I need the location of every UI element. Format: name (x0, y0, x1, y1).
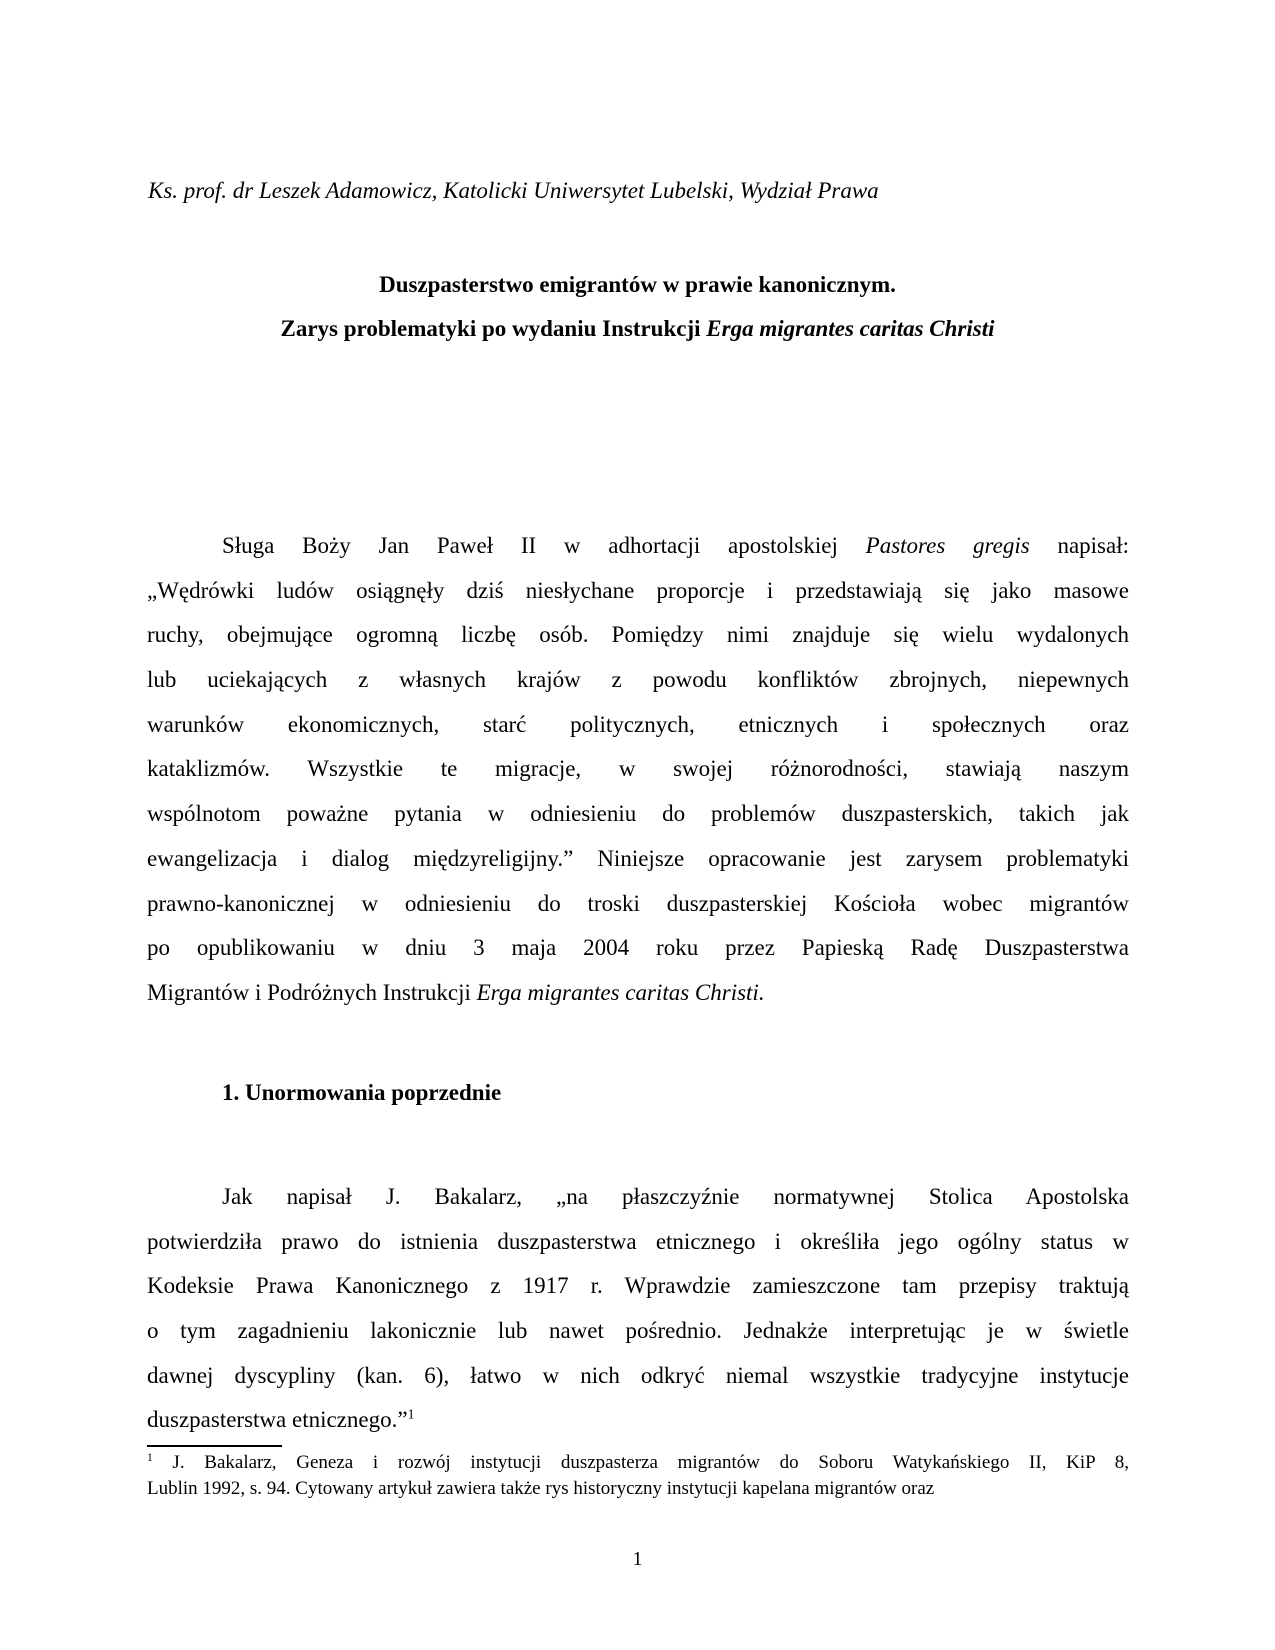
text-line (147, 658, 1129, 703)
text-segment: napisał: (1029, 533, 1129, 558)
text-line (147, 1450, 1129, 1476)
text-segment: Lublin 1992, s. 94. Cytowany artykuł zawiera także rys historyczny instytucji kapelana migrantów oraz (147, 1478, 935, 1499)
text-segment: potwierdziła prawo do istnienia duszpasterstwa etnicznego i określiła jego ogólny status w (147, 1228, 1129, 1254)
section-heading: 1. Unormowania poprzednie (222, 1080, 502, 1105)
text-line (147, 613, 1129, 658)
text-segment: dawnej dyscypliny (kan. 6), łatwo w nich odkryć niemal wszystkie tradycyjne instytucje (147, 1362, 1129, 1388)
text-line (147, 1476, 1129, 1502)
italic-text: Pastores gregis (865, 533, 1030, 558)
text-segment: o tym zagadnieniu lakonicznie lub nawet pośrednio. Jednakże interpretując je w świetle (147, 1318, 1129, 1344)
author-line: Ks. prof. dr Leszek Adamowicz, Katolicki Uniwersytet Lubelski, Wydział Prawa (148, 178, 879, 203)
text-segment: Sługa Boży Jan Paweł II w adhortacji apostolskiej (222, 533, 866, 558)
text-line (147, 1264, 1129, 1309)
text-line (147, 792, 1129, 837)
text-segment: lub uciekających z własnych krajów z powodu konfliktów zbrojnych, niepewnych (147, 667, 1129, 693)
text-segment: prawno-kanonicznej w odniesieniu do troski duszpasterskiej Kościoła wobec migrantów (147, 890, 1129, 916)
text-line (147, 971, 1129, 1016)
title-line-2-text: Zarys problematyki po wydaniu Instrukcji (280, 316, 707, 341)
text-line (147, 1354, 1129, 1399)
footnote (147, 1450, 1129, 1502)
text-segment: po opublikowaniu w dniu 3 maja 2004 roku przez Papieską Radę Duszpasterstwa (147, 935, 1129, 961)
footnote-marker: 1 (147, 1452, 153, 1465)
text-segment: wspólnotom poważne pytania w odniesieniu do problemów duszpasterskich, takich jak (147, 801, 1129, 827)
text-line (147, 569, 1129, 614)
text-segment: ruchy, obejmujące ogromną liczbę osób. Pomiędzy nimi znajduje się wielu wydalonych (147, 622, 1129, 648)
text-line (147, 703, 1129, 748)
paragraph-2 (147, 1175, 1129, 1443)
paragraph-1 (147, 524, 1129, 1016)
text-line (147, 882, 1129, 927)
text-line (147, 1220, 1129, 1265)
footnote-separator (147, 1445, 282, 1447)
text-segment: Migrantów i Podróżnych Instrukcji (147, 979, 477, 1005)
text-segment: „Wędrówki ludów osiągnęły dziś niesłychane proporcje i przedstawiają się jako masowe (147, 577, 1129, 603)
text-segment: duszpasterstwa etnicznego.” (147, 1407, 408, 1433)
text-line (147, 747, 1129, 792)
title-line-2-italic: Erga migrantes caritas Christi (706, 316, 995, 341)
text-line (147, 1175, 1129, 1220)
title-line-1: Duszpasterstwo emigrantów w prawie kanonicznym. (379, 272, 896, 297)
text-segment: warunków ekonomicznych, starć politycznych, etnicznych i społecznych oraz (147, 711, 1129, 737)
italic-text: Erga migrantes caritas Christi. (476, 979, 765, 1005)
text-line (147, 524, 1129, 569)
text-segment: Kodeksie Prawa Kanonicznego z 1917 r. Wprawdzie zamieszczone tam przepisy traktują (147, 1273, 1129, 1299)
text-line (147, 926, 1129, 971)
page-number: 1 (632, 1548, 643, 1570)
text-segment: kataklizmów. Wszystkie te migracje, w swojej różnorodności, stawiają naszym (147, 756, 1129, 782)
text-line (147, 1309, 1129, 1354)
footnote-marker: 1 (407, 1407, 415, 1423)
text-line (147, 837, 1129, 882)
text-segment: J. Bakalarz, Geneza i rozwój instytucji duszpasterza migrantów do Soboru Watykańskiego II, KiP 8, (152, 1452, 1129, 1473)
text-segment: ewangelizacja i dialog międzyreligijny.” Niniejsze opracowanie jest zarysem problematyki (147, 845, 1129, 871)
text-segment: Jak napisał J. Bakalarz, „na płaszczyźnie normatywnej Stolica Apostolska (222, 1184, 1129, 1209)
title-line-2 (0, 316, 1275, 342)
text-line (147, 1398, 1129, 1443)
